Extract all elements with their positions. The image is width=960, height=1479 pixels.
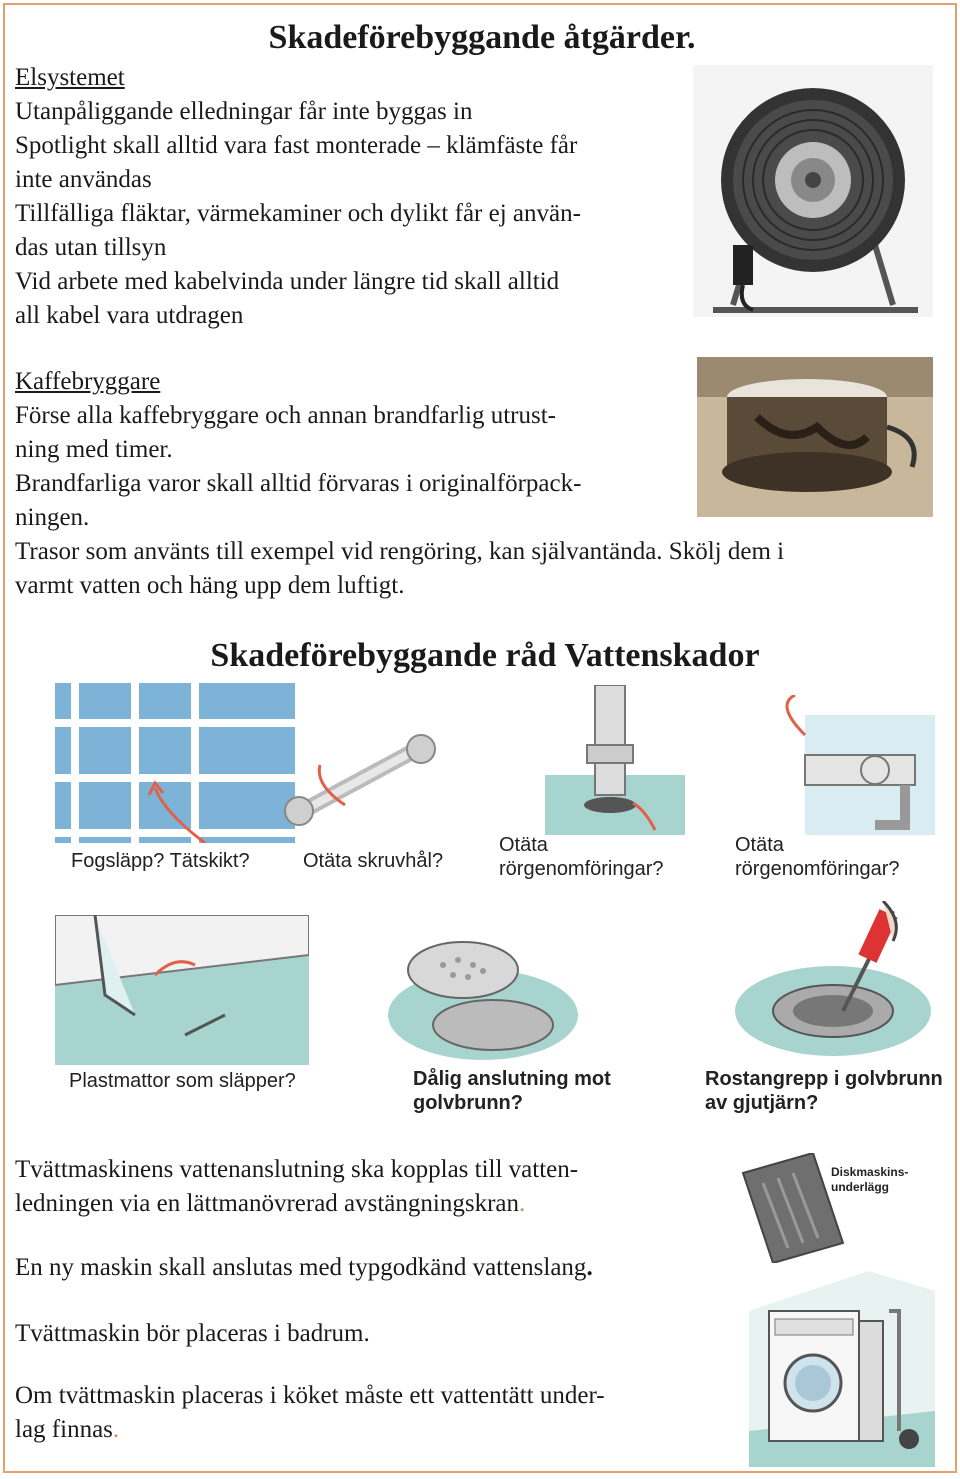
- kaffe-line: Brandfarliga varor skall alltid förvaras i originalförpack-: [15, 470, 582, 497]
- para-text: En ny maskin skall anslutas med typgodkänd vattenslang: [15, 1254, 587, 1281]
- kaffe-heading: Kaffebryggare: [15, 368, 161, 395]
- caption-mats: Plastmattor som släpper?: [69, 1070, 296, 1092]
- para-line: [15, 1187, 578, 1221]
- caption-pipe-1: [499, 833, 664, 881]
- caption-line: Rostangrepp i golvbrunn: [705, 1068, 943, 1090]
- para-line: Tvättmaskin bör placeras i badrum.: [15, 1320, 370, 1347]
- el-line: Vid arbete med kabelvinda under längre tid skall alltid: [15, 268, 560, 295]
- para-text: ledningen via en lättmanövrerad avstängningskran: [15, 1190, 520, 1217]
- el-line: all kabel vara utdragen: [15, 302, 244, 329]
- floor-drain-illustration: [383, 935, 583, 1065]
- plastic-mat-illustration: [55, 915, 309, 1065]
- rusty-drain-illustration: [733, 901, 933, 1061]
- para-line: Om tvättmaskin placeras i köket måste ett vattentätt under-: [15, 1382, 605, 1409]
- caption-rust: [705, 1067, 943, 1115]
- page: [3, 3, 957, 1473]
- el-line: Tillfälliga fläktar, värmekaminer och dylikt får ej använ-: [15, 200, 581, 227]
- page-title: Skadeförebyggande åtgärder.: [268, 19, 696, 56]
- caption-line: av gjutjärn?: [705, 1092, 819, 1114]
- pipe-floor-illustration: [545, 685, 685, 835]
- caption-line: underlägg: [831, 1180, 890, 1194]
- tiles-illustration: [55, 683, 295, 843]
- kaffe-line: ningen.: [15, 504, 90, 531]
- kaffe-line: Trasor som använts till exempel vid rengöring, kan självantända. Skölj dem i: [15, 538, 785, 565]
- caption-screw: Otäta skruvhål?: [303, 850, 444, 872]
- cable-reel-image: [693, 65, 933, 317]
- kaffe-section: [15, 365, 784, 603]
- kaffe-line: ning med timer.: [15, 436, 173, 463]
- caption-line: rörgenomföringar?: [735, 858, 900, 880]
- para-kitchen: [15, 1379, 605, 1447]
- para-dot: .: [586, 1254, 593, 1281]
- caption-pipe-2: [735, 833, 900, 881]
- caption-tiles: Fogsläpp? Tätskikt?: [71, 850, 250, 872]
- caption-line: Diskmaskins-: [831, 1165, 909, 1179]
- wall-tap-illustration: [765, 695, 935, 835]
- para-line: [15, 1413, 605, 1447]
- el-line: Spotlight skall alltid vara fast monterade – klämfäste får: [15, 132, 578, 159]
- kaffe-line: varmt vatten och häng upp dem luftigt.: [15, 572, 405, 599]
- water-section-title: Skadeförebyggande råd Vattenskador: [210, 637, 760, 674]
- para-text: lag finnas: [15, 1416, 113, 1443]
- el-line: inte användas: [15, 166, 152, 193]
- caption-line: golvbrunn?: [413, 1092, 523, 1114]
- burnt-coffee-maker-image: [697, 357, 933, 517]
- para-dot: .: [519, 1190, 526, 1217]
- el-section: [15, 61, 581, 333]
- para-hose: [15, 1251, 593, 1285]
- para-bathroom: [15, 1317, 370, 1351]
- para-line: Tvättmaskinens vattenanslutning ska kopplas till vatten-: [15, 1156, 579, 1183]
- caption-line: Dålig anslutning mot: [413, 1068, 611, 1090]
- el-heading: Elsystemet: [15, 64, 125, 91]
- caption-drain: [413, 1067, 611, 1115]
- para-washer-connection: [15, 1153, 578, 1221]
- washing-machine-illustration: [749, 1271, 935, 1467]
- kaffe-line: Förse alla kaffebryggare och annan brandfarlig utrust-: [15, 402, 556, 429]
- grab-bar-illustration: [275, 725, 455, 835]
- el-line: Utanpåliggande elledningar får inte byggas in: [15, 98, 473, 125]
- caption-line: rörgenomföringar?: [499, 858, 664, 880]
- el-line: das utan tillsyn: [15, 234, 167, 261]
- caption-tray: [831, 1165, 908, 1195]
- para-dot: .: [112, 1416, 120, 1443]
- caption-line: Otäta: [499, 834, 548, 856]
- caption-line: Otäta: [735, 834, 784, 856]
- para-line: [15, 1251, 593, 1285]
